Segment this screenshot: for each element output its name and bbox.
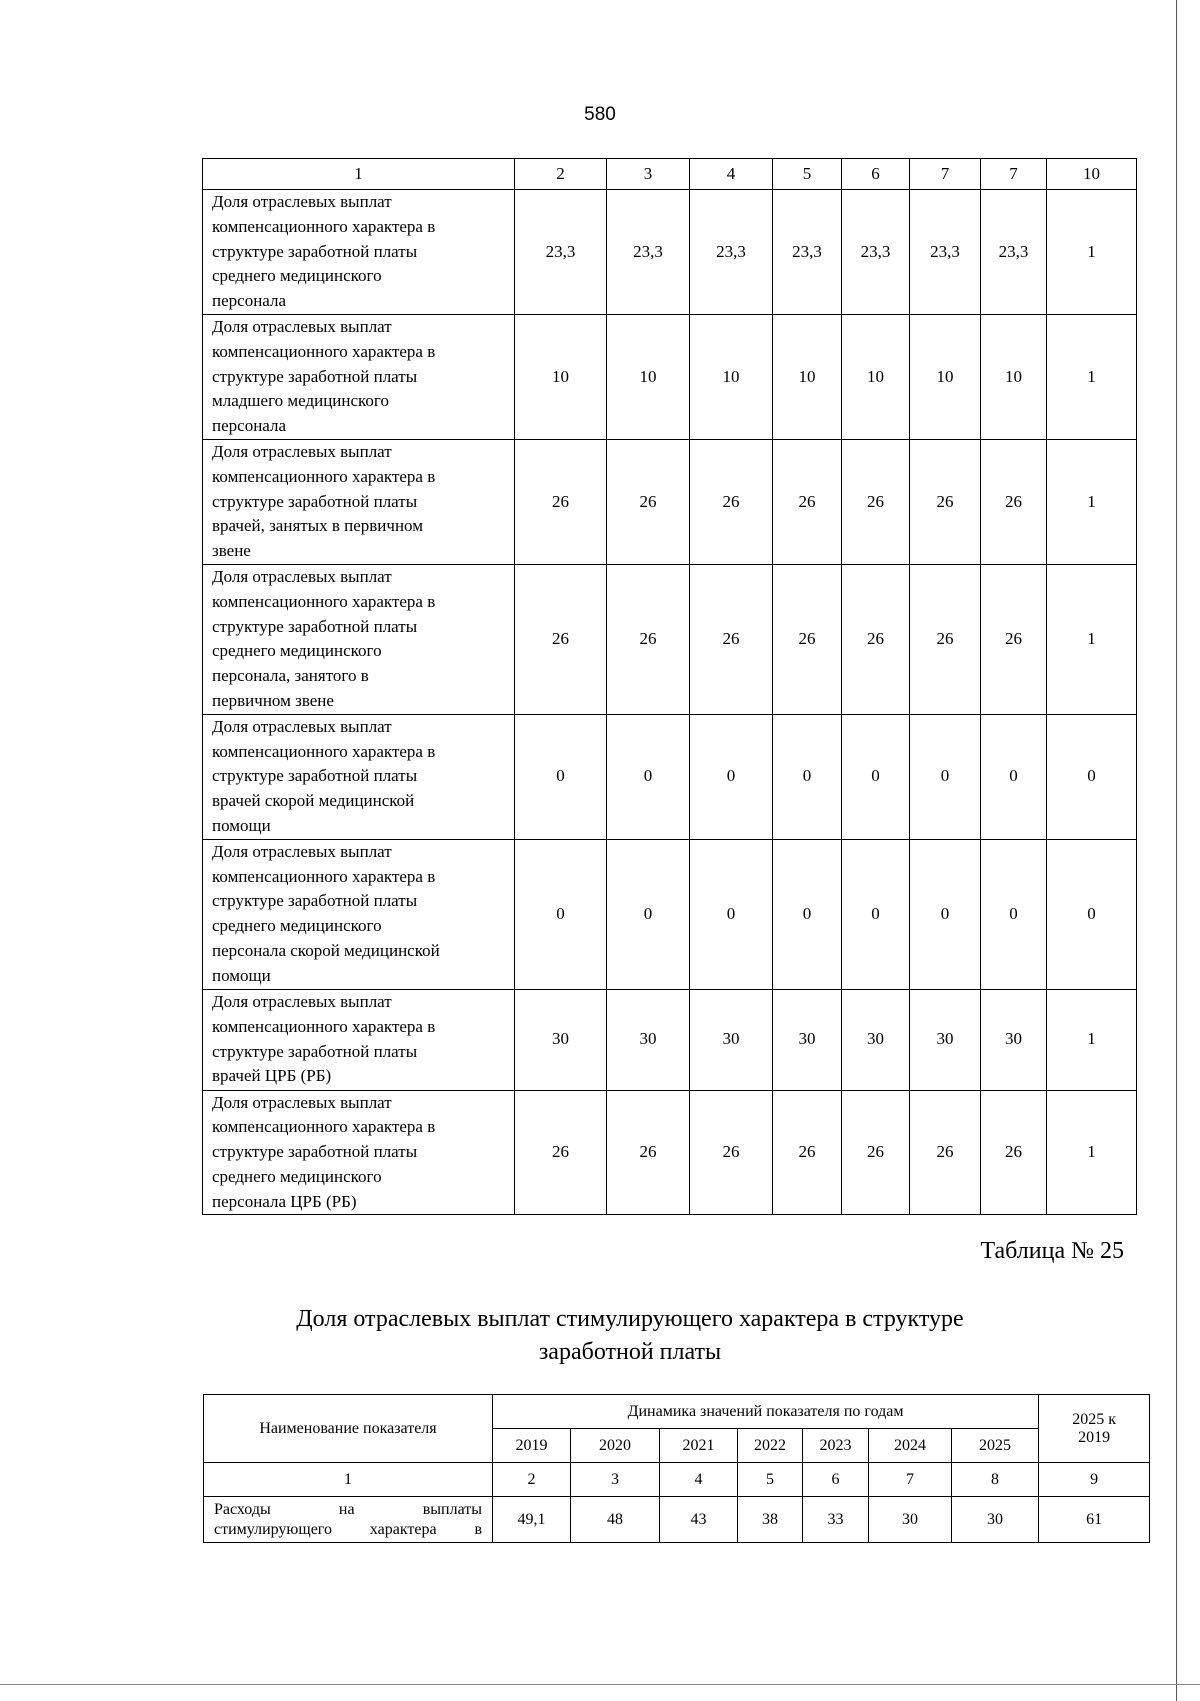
indicator-name-line: врачей ЦРБ (РБ) xyxy=(212,1066,332,1086)
value-cell: 0 xyxy=(773,839,842,989)
value-cell: 0 xyxy=(910,839,981,989)
value-cell: 30 xyxy=(773,989,842,1090)
table1-header-cell: 2 xyxy=(515,159,607,190)
indicator-name-line: структуре заработной платы xyxy=(212,1142,418,1162)
column-number-cell: 2 xyxy=(493,1463,571,1497)
indicator-name-cell xyxy=(203,314,515,439)
value-cell: 26 xyxy=(842,1090,910,1215)
indicator-name-cell xyxy=(203,1090,515,1215)
compensation-share-table xyxy=(202,158,1137,1215)
table-label: Таблица № 25 xyxy=(980,1238,1124,1264)
value-cell: 26 xyxy=(607,564,690,714)
table1-header-cell: 10 xyxy=(1047,159,1137,190)
value-cell: 26 xyxy=(910,439,981,564)
indicator-name-line: Доля отраслевых выплат xyxy=(212,192,392,211)
value-cell: 49,1 xyxy=(493,1497,571,1543)
value-cell: 26 xyxy=(773,439,842,564)
value-cell: 26 xyxy=(515,564,607,714)
value-cell: 0 xyxy=(515,839,607,989)
table1-row xyxy=(203,314,1137,439)
value-cell: 30 xyxy=(607,989,690,1090)
value-cell: 0 xyxy=(1047,714,1137,839)
value-cell: 10 xyxy=(690,314,773,439)
indicator-name-line: структуре заработной платы xyxy=(212,766,418,786)
indicator-name-line: помощи xyxy=(212,815,271,835)
column-number-cell: 6 xyxy=(803,1463,869,1497)
value-cell: 0 xyxy=(981,714,1047,839)
indicator-name-line: среднего медицинского xyxy=(212,1166,382,1186)
table1-row xyxy=(203,714,1137,839)
col-ratio-header xyxy=(1039,1395,1150,1463)
value-cell: 26 xyxy=(910,1090,981,1215)
value-cell: 23,3 xyxy=(607,190,690,315)
table1-row xyxy=(203,439,1137,564)
table1-header-cell: 6 xyxy=(842,159,910,190)
value-cell: 30 xyxy=(981,989,1047,1090)
indicator-name-line: структуре заработной платы xyxy=(212,616,418,636)
value-cell: 26 xyxy=(690,1090,773,1215)
table-title xyxy=(220,1303,1040,1369)
indicator-name-line: персонала xyxy=(212,416,287,436)
column-number-cell: 8 xyxy=(952,1463,1039,1497)
indicator-name-line: Доля отраслевых выплат xyxy=(212,1092,392,1112)
column-number-cell: 4 xyxy=(660,1463,738,1497)
indicator-name-line: компенсационного характера в xyxy=(212,1117,436,1137)
indicator-name-line: Доля отраслевых выплат xyxy=(212,441,392,461)
value-cell: 23,3 xyxy=(773,190,842,315)
value-cell: 1 xyxy=(1047,1090,1137,1215)
expense-description-line: стимулирующего характера в xyxy=(214,1520,482,1538)
value-cell: 26 xyxy=(842,439,910,564)
year-header-cell: 2022 xyxy=(738,1429,803,1463)
indicator-name-cell xyxy=(203,989,515,1090)
indicator-name-line: компенсационного характера в xyxy=(212,741,436,761)
indicator-name-line: компенсационного характера в xyxy=(212,866,436,886)
value-cell: 26 xyxy=(690,564,773,714)
col-name-header: Наименование показателя xyxy=(204,1395,493,1463)
indicator-name-cell xyxy=(203,839,515,989)
indicator-name-line: первичном звене xyxy=(212,690,334,710)
value-cell: 10 xyxy=(910,314,981,439)
value-cell: 26 xyxy=(607,1090,690,1215)
value-cell: 43 xyxy=(660,1497,738,1543)
indicator-name-line: персонала xyxy=(212,291,287,311)
table1-header-cell: 5 xyxy=(773,159,842,190)
expense-description-cell xyxy=(204,1497,493,1543)
table1-header-cell: 3 xyxy=(607,159,690,190)
indicator-name-line: структуре заработной платы xyxy=(212,1041,418,1061)
table2-row xyxy=(204,1497,1150,1543)
value-cell: 33 xyxy=(803,1497,869,1543)
table1-header-row xyxy=(203,159,1137,190)
value-cell: 26 xyxy=(981,564,1047,714)
value-cell: 10 xyxy=(607,314,690,439)
table1-header-cell: 7 xyxy=(981,159,1047,190)
indicator-name-line: компенсационного характера в xyxy=(212,216,436,236)
indicator-name-line: персонала скорой медицинской xyxy=(212,940,440,960)
indicator-name-line: среднего медицинского xyxy=(212,916,382,936)
year-header-cell: 2024 xyxy=(869,1429,952,1463)
year-header-cell: 2020 xyxy=(571,1429,660,1463)
value-cell: 30 xyxy=(842,989,910,1090)
value-cell: 0 xyxy=(607,714,690,839)
value-cell: 1 xyxy=(1047,314,1137,439)
value-cell: 23,3 xyxy=(690,190,773,315)
indicator-name-line: структуре заработной платы xyxy=(212,366,418,386)
indicator-name-line: персонала ЦРБ (РБ) xyxy=(212,1191,357,1211)
value-cell: 23,3 xyxy=(515,190,607,315)
value-cell: 26 xyxy=(981,1090,1047,1215)
value-cell: 10 xyxy=(773,314,842,439)
table1-header-cell: 7 xyxy=(910,159,981,190)
value-cell: 0 xyxy=(690,839,773,989)
indicator-name-line: помощи xyxy=(212,965,271,985)
value-cell: 1 xyxy=(1047,439,1137,564)
value-cell: 23,3 xyxy=(981,190,1047,315)
value-cell: 0 xyxy=(515,714,607,839)
value-cell: 10 xyxy=(515,314,607,439)
value-cell: 1 xyxy=(1047,190,1137,315)
value-cell: 0 xyxy=(1047,839,1137,989)
value-cell: 26 xyxy=(910,564,981,714)
page-number: 580 xyxy=(584,104,616,125)
indicator-name-line: компенсационного характера в xyxy=(212,591,436,611)
column-number-cell: 3 xyxy=(571,1463,660,1497)
scan-edge-bottom xyxy=(0,1684,1200,1685)
value-cell: 0 xyxy=(842,714,910,839)
indicator-name-line: компенсационного характера в xyxy=(212,341,436,361)
table1-body xyxy=(203,159,1137,1215)
value-cell: 10 xyxy=(981,314,1047,439)
value-cell: 10 xyxy=(842,314,910,439)
value-cell: 26 xyxy=(773,564,842,714)
indicator-name-cell xyxy=(203,439,515,564)
indicator-name-line: Доля отраслевых выплат xyxy=(212,716,392,736)
value-cell: 23,3 xyxy=(910,190,981,315)
value-cell: 26 xyxy=(690,439,773,564)
column-number-cell: 7 xyxy=(869,1463,952,1497)
value-cell: 26 xyxy=(515,439,607,564)
column-number-cell: 9 xyxy=(1039,1463,1150,1497)
value-cell: 23,3 xyxy=(842,190,910,315)
value-cell: 0 xyxy=(910,714,981,839)
indicator-name-line: компенсационного характера в xyxy=(212,466,436,486)
year-header-cell: 2023 xyxy=(803,1429,869,1463)
incentive-share-table xyxy=(203,1394,1150,1543)
scan-edge-right xyxy=(1176,0,1177,1701)
col-dynamics-header: Динамика значений показателя по годам xyxy=(493,1395,1039,1429)
table1-row xyxy=(203,1090,1137,1215)
value-cell: 30 xyxy=(952,1497,1039,1543)
table-title-line-2: заработной платы xyxy=(538,1339,722,1365)
table-title-line-1: Доля отраслевых выплат стимулирующего характера в структуре xyxy=(296,1306,964,1332)
value-cell: 26 xyxy=(515,1090,607,1215)
value-cell: 26 xyxy=(842,564,910,714)
indicator-name-line: персонала, занятого в xyxy=(212,666,369,686)
value-cell: 30 xyxy=(869,1497,952,1543)
indicator-name-line: звене xyxy=(212,541,251,561)
indicator-name-line: Доля отраслевых выплат xyxy=(212,316,392,336)
value-cell: 26 xyxy=(773,1090,842,1215)
table1-row xyxy=(203,190,1137,315)
indicator-name-line: врачей скорой медицинской xyxy=(212,791,415,811)
indicator-name-line: младшего медицинского xyxy=(212,391,389,411)
indicator-name-line: Доля отраслевых выплат xyxy=(212,841,392,861)
value-cell: 1 xyxy=(1047,564,1137,714)
col-ratio-line-2: 2019 xyxy=(1078,1428,1111,1446)
table2-header-row-1 xyxy=(204,1395,1150,1429)
indicator-name-line: Доля отраслевых выплат xyxy=(212,991,392,1011)
table2-body xyxy=(204,1395,1150,1543)
column-number-cell: 5 xyxy=(738,1463,803,1497)
indicator-name-line: структуре заработной платы xyxy=(212,891,418,911)
value-cell: 61 xyxy=(1039,1497,1150,1543)
table1-row xyxy=(203,989,1137,1090)
table1-header-cell: 4 xyxy=(690,159,773,190)
table2-number-row xyxy=(204,1463,1150,1497)
value-cell: 26 xyxy=(607,439,690,564)
value-cell: 30 xyxy=(515,989,607,1090)
value-cell: 30 xyxy=(910,989,981,1090)
year-header-cell: 2019 xyxy=(493,1429,571,1463)
table1-header-cell: 1 xyxy=(203,159,515,190)
indicator-name-cell xyxy=(203,564,515,714)
indicator-name-line: компенсационного характера в xyxy=(212,1016,436,1036)
expense-description-line: Расходы на выплаты xyxy=(214,1500,482,1518)
value-cell: 48 xyxy=(571,1497,660,1543)
value-cell: 0 xyxy=(981,839,1047,989)
indicator-name-line: структуре заработной платы xyxy=(212,491,418,511)
column-number-cell: 1 xyxy=(204,1463,493,1497)
indicator-name-cell xyxy=(203,190,515,315)
value-cell: 38 xyxy=(738,1497,803,1543)
value-cell: 26 xyxy=(981,439,1047,564)
value-cell: 0 xyxy=(773,714,842,839)
table1-row xyxy=(203,564,1137,714)
value-cell: 0 xyxy=(842,839,910,989)
year-header-cell: 2025 xyxy=(952,1429,1039,1463)
value-cell: 30 xyxy=(690,989,773,1090)
value-cell: 0 xyxy=(690,714,773,839)
year-header-cell: 2021 xyxy=(660,1429,738,1463)
value-cell: 1 xyxy=(1047,989,1137,1090)
indicator-name-line: врачей, занятых в первичном xyxy=(212,516,423,536)
indicator-name-cell xyxy=(203,714,515,839)
col-ratio-line-1: 2025 к xyxy=(1072,1410,1116,1428)
indicator-name-line: Доля отраслевых выплат xyxy=(212,566,392,586)
indicator-name-line: среднего медицинского xyxy=(212,266,382,286)
table1-row xyxy=(203,839,1137,989)
indicator-name-line: структуре заработной платы xyxy=(212,241,418,261)
indicator-name-line: среднего медицинского xyxy=(212,641,382,661)
value-cell: 0 xyxy=(607,839,690,989)
